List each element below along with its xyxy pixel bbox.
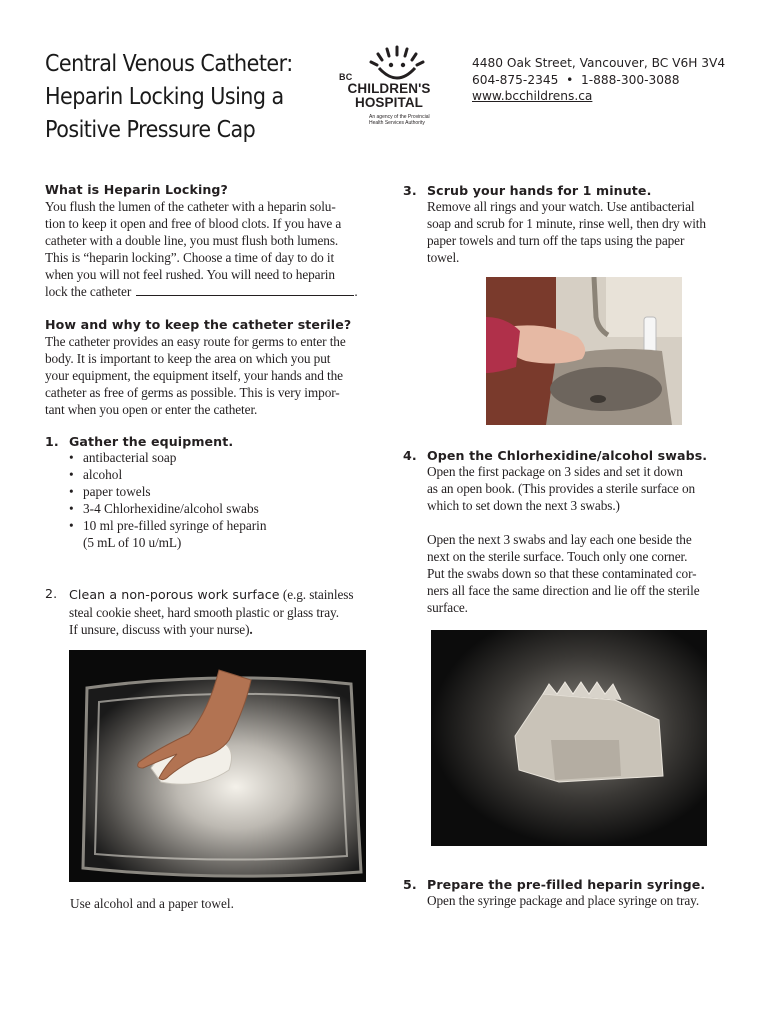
- website-link[interactable]: www.bcchildrens.ca: [472, 89, 593, 103]
- phone-numbers: 604-875-2345 • 1-888-300-3088: [472, 72, 680, 87]
- step-body: [403, 198, 733, 266]
- body-line: lock the catheter .: [45, 284, 358, 299]
- photo-open-swabs: [431, 630, 707, 846]
- photo-washing-hands: [486, 277, 682, 425]
- section-heading: What is Heparin Locking?: [45, 182, 228, 197]
- step-heading: 4. Open the Chlorhexidine/alcohol swabs.: [403, 448, 708, 463]
- logo-subtitle: [369, 114, 449, 126]
- step-body: Open the syringe package and place syringe on tray.: [427, 893, 700, 908]
- body-line: steal cookie sheet, hard smooth plastic or glass tray.: [69, 605, 339, 620]
- body-line: towel.: [427, 250, 460, 265]
- body-line: You flush the lumen of the catheter with a heparin solu-: [45, 199, 336, 214]
- step-heading: 1. Gather the equipment.: [45, 434, 234, 449]
- list-item: • 3-4 Chlorhexidine/alcohol swabs: [69, 500, 365, 517]
- body-line: tion to keep it open and free of blood clots. If you have a: [45, 216, 342, 231]
- body-line: which to set down the next 3 swabs.): [427, 498, 620, 513]
- step-4-open-swabs: [403, 448, 733, 616]
- step-heading: 5. Prepare the pre-filled heparin syringe.: [403, 877, 706, 892]
- body-line: Put the swabs down so that these contaminated cor-: [427, 566, 697, 581]
- logo-bc: BC: [339, 72, 353, 82]
- step-2-clean-surface: [45, 586, 367, 638]
- step-1-gather-equipment: [45, 434, 365, 551]
- body-line: This is “heparin locking”. Choose a time of day to do it: [45, 250, 335, 265]
- contact-info: [472, 55, 725, 105]
- body-line: paper towels and turn off the taps using the paper: [427, 233, 685, 248]
- photo-caption: Use alcohol and a paper towel.: [70, 896, 234, 911]
- list-item: • 10 ml pre-filled syringe of heparin: [69, 517, 365, 534]
- logo-sub-line: An agency of the Provincial: [369, 114, 430, 120]
- step-body: [45, 604, 367, 638]
- photo-cleaning-tray: [69, 650, 366, 882]
- section-body: [45, 333, 367, 418]
- step-3-scrub-hands: [403, 183, 733, 266]
- body-line: catheter as free of germs as possible. This is very impor-: [45, 385, 340, 400]
- body-line: ners all face the same direction and lie off the sterile: [427, 583, 700, 598]
- fill-in-blank[interactable]: [136, 284, 354, 296]
- section-what-is-heparin-locking: [45, 182, 365, 300]
- step-body: [403, 463, 733, 616]
- body-line: body. It is important to keep the area on which you put: [45, 351, 331, 366]
- body-line: Remove all rings and your watch. Use antibacterial: [427, 199, 695, 214]
- body-line: next on the sterile surface. Touch only one corner.: [427, 549, 688, 564]
- sun-face-icon: [357, 44, 437, 84]
- body-line: as an open book. (This provides a sterile surface on: [427, 481, 696, 496]
- equipment-list: [45, 449, 365, 534]
- logo-name-line: HOSPITAL: [354, 95, 424, 110]
- section-keep-sterile: [45, 317, 367, 418]
- title-line: Heparin Locking Using a: [45, 84, 284, 110]
- step-heading: 2. Clean a non-porous work surface (e.g. stainless: [45, 586, 354, 602]
- list-item: • paper towels: [69, 483, 365, 500]
- body-line: your equipment, the equipment itself, your hands and the: [45, 368, 343, 383]
- body-line: The catheter provides an easy route for germs to enter the: [45, 334, 346, 349]
- list-item-extra: (5 mL of 10 u/mL): [83, 535, 182, 550]
- page-title: [45, 48, 306, 147]
- step-heading: 3. Scrub your hands for 1 minute.: [403, 183, 652, 198]
- body-line: surface.: [427, 600, 468, 615]
- body-line: soap and scrub for 1 minute, rinse well, then dry with: [427, 216, 706, 231]
- logo-name-line: CHILDREN'S: [347, 81, 431, 96]
- step-5-prepare-syringe: [403, 877, 733, 909]
- body-line: If unsure, discuss with your nurse).: [69, 622, 253, 637]
- section-body: [45, 198, 365, 300]
- list-item: • antibacterial soap: [69, 449, 365, 466]
- hospital-logo: [337, 44, 455, 136]
- body-line: tant when you open or enter the catheter.: [45, 402, 258, 417]
- title-line: Central Venous Catheter:: [45, 51, 293, 77]
- body-line: Open the next 3 swabs and lay each one beside the: [427, 532, 692, 547]
- address: 4480 Oak Street, Vancouver, BC V6H 3V4: [472, 56, 726, 70]
- section-heading: How and why to keep the catheter sterile?: [45, 317, 352, 332]
- body-line: when you will not feel rushed. You will need to heparin: [45, 267, 335, 282]
- body-line: catheter with a double line, you must flush both lumens.: [45, 233, 339, 248]
- body-line: Open the first package on 3 sides and set it down: [427, 464, 683, 479]
- logo-sub-line: Health Services Authority: [369, 120, 425, 126]
- title-line: Positive Pressure Cap: [45, 117, 256, 143]
- logo-name: [339, 82, 439, 110]
- list-item: • alcohol: [69, 466, 365, 483]
